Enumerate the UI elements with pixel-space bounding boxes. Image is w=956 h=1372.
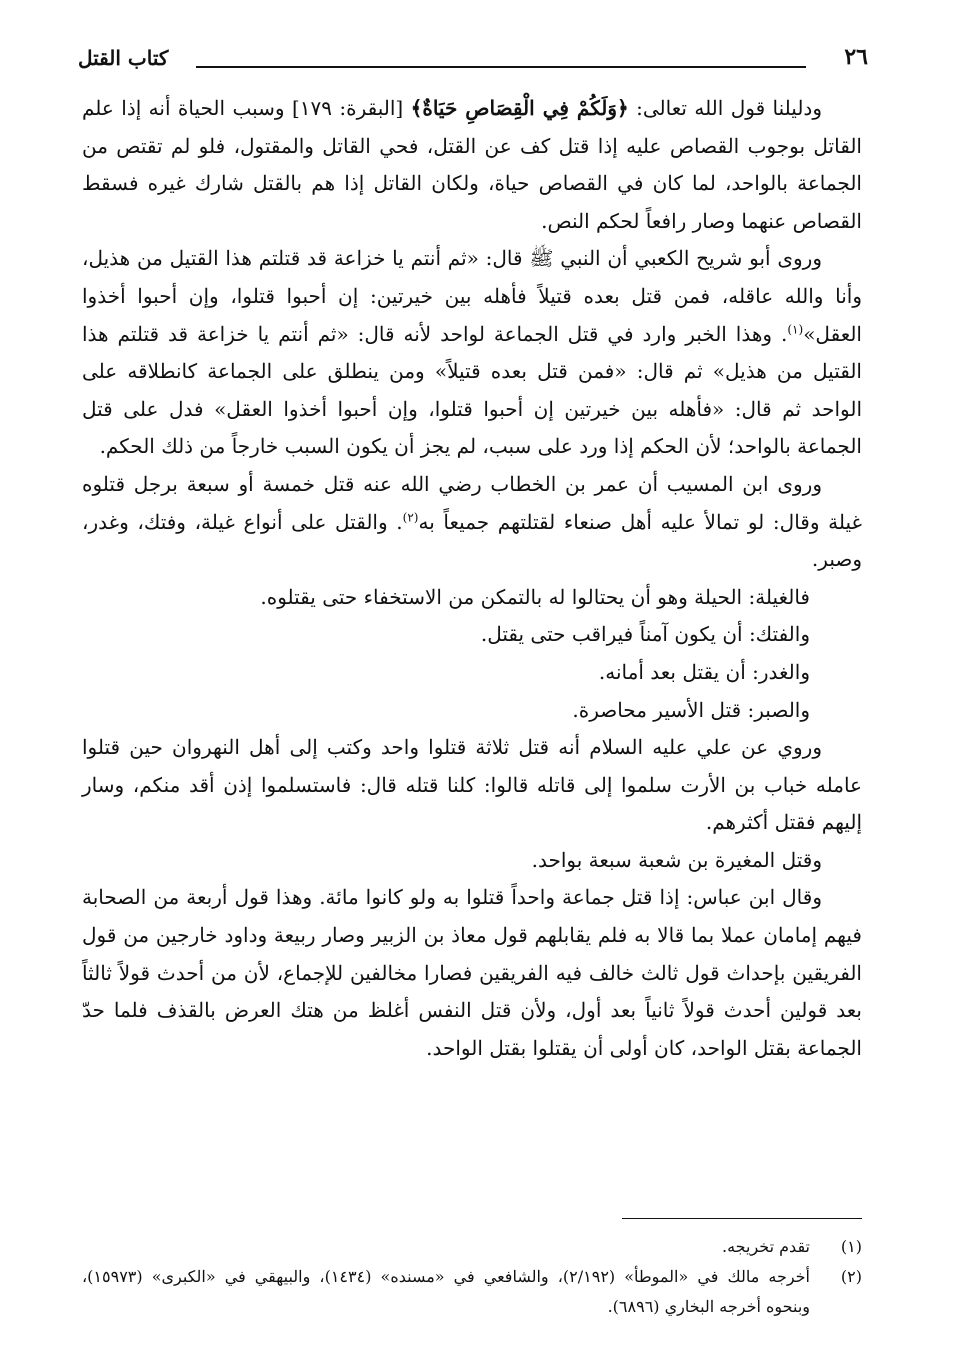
paragraph-6: وقال ابن عباس: إذا قتل جماعة واحداً قتلوا به ولو كانوا مائة. وهذا قول أربعة من الصحابة فيهم إمامان عملا بما قالا به فلم يقابلهم قول معاذ بن الزبير وصار ربيعة وداود خارجين من قول الفريقين بإحداث قول ثالث خالف فيه الفريقين فصارا مخالفين للإجماع، لأن من أحدث قولاً ثالثاً بعد قولين أحدث قولاً ثانياً بعد أول، ولأن قتل النفس أغلظ من هتك العرض بالقذف فلما حدّ الجماعة بقتل الواحد، كان أولى أن يقتلوا بقتل الواحد. — [82, 885, 862, 1060]
paragraph-2 — [82, 240, 862, 466]
paragraph-4: وروي عن علي عليه السلام أنه قتل ثلاثة قتلوا واحد وكتب إلى أهل النهروان حين قتلوا عامله خباب بن الأرت سلموا إلى قاتله قالوا: كلنا قتله قال: فاستسلموا إذن أقد منكم، وسار إليهم فقتل أكثرهم. — [82, 735, 862, 835]
running-header — [78, 44, 868, 84]
definition-fatk: والفتك: أن يكون آمناً فيراقب حتى يقتل. — [480, 622, 810, 647]
footnote-2 — [82, 1262, 862, 1322]
footnote-ref-1[interactable]: (١) — [787, 321, 804, 336]
paragraph-5: وقتل المغيرة بن شعبة سبعة بواحد. — [531, 847, 822, 872]
footnote-text: أخرجه مالك في «الموطأ» (٢/١٩٢)، والشافعي في «مسنده» (١٤٣٤)، والبيهقي في «الكبرى» (١٥٩٧٣)، وبنحوه أخرجه البخاري (٦٨٩٦). — [82, 1267, 810, 1316]
definition-sabr: والصبر: قتل الأسير محاصرة. — [572, 697, 810, 722]
footnote-number: (١) — [840, 1237, 862, 1256]
definition-ghila: فالغيلة: الحيلة وهو أن يحتالوا له بالتمكن من الاستخفاء حتى يقتلوه. — [260, 584, 810, 609]
header-rule — [196, 66, 806, 68]
text-run: . وهذا الخبر وارد في قتل الجماعة لواحد لأنه قال: «ثم أنتم يا خزاعة قد قتلتم هذا القتيل من هذيل» ثم قال: «فمن قتل بعده قتيلاً» ومن ينطلق على الجماعة كانطلاقه على الواحد ثم قال: «فأهله بين خيرتين إن أحبوا قتلوا، وإن أحبوا أخذوا العقل» فدل على قتل الجماعة بالواحد؛ لأن الحكم إذا ورد على سبب، لم يجز أن يكون السبب خارجاً من ذلك الحكم. — [82, 321, 862, 459]
paragraph-1 — [82, 90, 862, 240]
book-title: كتاب القتل — [78, 46, 169, 70]
text-run: وروى ابن المسيب أن عمر بن الخطاب رضي الله عنه قتل خمسة أو سبعة برجل قتلوه غيلة وقال: لو تمالأ عليه أهل صنعاء لقتلتهم جميعاً به — [82, 471, 862, 534]
text-run: . والقتل على أنواع غيلة، وفتك، وغدر، وصبر. — [82, 509, 862, 572]
text-run: [البقرة: ١٧٩] وسبب الحياة أنه إذا علم القاتل بوجوب القصاص عليه إذا قتل كف عن القتل، فحي القاتل والمقتول، فلو لم تقتص من الجماعة بالواحد، لما كان في القصاص حياة، ولكان القاتل إذا هم بالقتل شارك غيره فسقط القصاص عنهما وصار رافعاً لحكم النص. — [82, 96, 862, 233]
footnote-text: تقدم تخريجه. — [722, 1237, 810, 1256]
text-run: ودليلنا قول الله تعالى: — [628, 96, 822, 120]
text-run: وروى أبو شريح الكعبي أن النبي ﷺ قال: «ثم أنتم يا خزاعة قد قتلتم هذا القتيل من هذيل، وأنا والله عاقله، فمن قتل بعده قتيلاً فأهله بين خيرتين: إن أحبوا قتلوا، وإن أحبوا أخذوا العقل» — [82, 246, 862, 346]
footnote-1 — [82, 1232, 862, 1262]
definition-ghadr: والغدر: أن يقتل بعد أمانه. — [598, 659, 810, 684]
main-text — [82, 90, 862, 1067]
footnote-separator — [622, 1218, 862, 1219]
footnote-number: (٢) — [840, 1267, 862, 1286]
quran-verse: ﴿وَلَكُمْ فِي الْقِصَاصِ حَيَاةٌ﴾ — [410, 96, 629, 120]
paragraph-3 — [82, 466, 862, 579]
footnotes — [82, 1232, 862, 1322]
page-number: ٢٦ — [844, 44, 868, 70]
footnote-ref-2[interactable]: (٢) — [402, 509, 419, 524]
